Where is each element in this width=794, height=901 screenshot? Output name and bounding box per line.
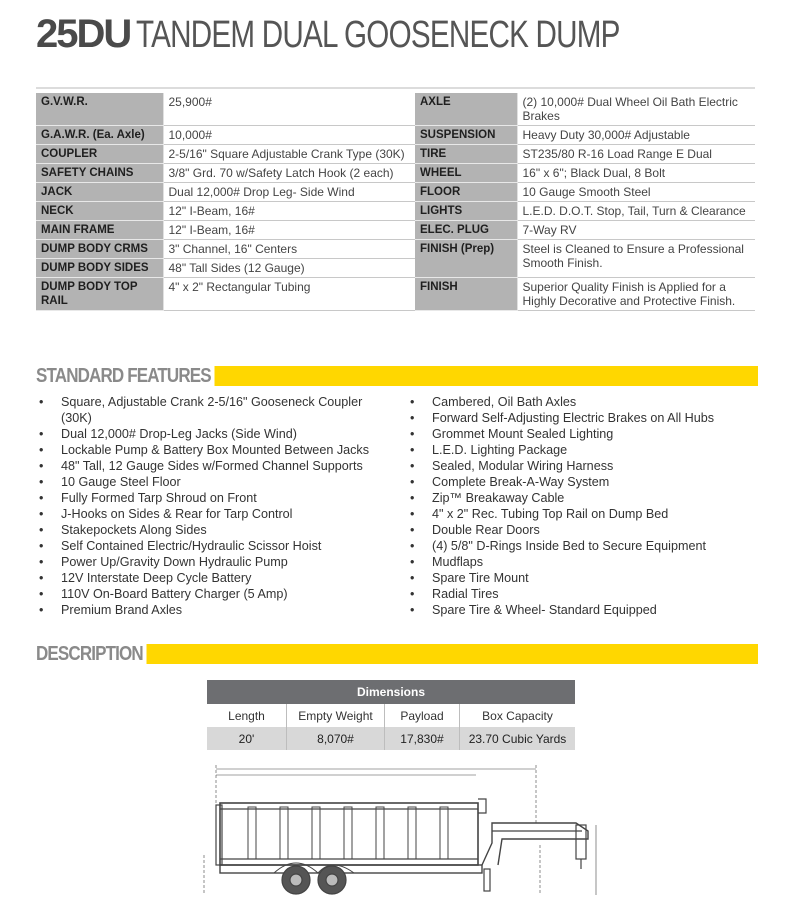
feature-item: • Zip™ Breakaway Cable (407, 490, 757, 506)
feature-item: • Cambered, Oil Bath Axles (407, 394, 757, 410)
spec-table (36, 93, 755, 311)
feature-item: • J-Hooks on Sides & Rear for Tarp Control (36, 506, 392, 522)
spec-label: FLOOR (415, 183, 517, 202)
feature-item: • (4) 5/8" D-Rings Inside Bed to Secure Equipment (407, 538, 757, 554)
feature-item: • 12V Interstate Deep Cycle Battery (36, 570, 392, 586)
section-heading: STANDARD FEATURES (36, 364, 214, 388)
feature-item: • Grommet Mount Sealed Lighting (407, 426, 757, 442)
feature-item: • Dual 12,000# Drop-Leg Jacks (Side Wind) (36, 426, 392, 442)
spec-label: LIGHTS (415, 202, 517, 221)
spec-label: NECK (36, 202, 163, 221)
spec-row (36, 183, 755, 202)
spec-value: 48" Tall Sides (12 Gauge) (163, 259, 415, 278)
feature-item: • Radial Tires (407, 586, 757, 602)
spec-label: MAIN FRAME (36, 221, 163, 240)
dimensions-table (207, 680, 575, 750)
feature-item: • Lockable Pump & Battery Box Mounted Between Jacks (36, 442, 392, 458)
spec-value: L.E.D. D.O.T. Stop, Tail, Turn & Clearance (517, 202, 755, 221)
spec-value: 7-Way RV (517, 221, 755, 240)
features-right (407, 394, 757, 618)
spec-value: Heavy Duty 30,000# Adjustable (517, 126, 755, 145)
accent-bar (140, 644, 758, 664)
feature-item: • Square, Adjustable Crank 2-5/16" Gooseneck Coupler (30K) (36, 394, 392, 426)
feature-item: • Fully Formed Tarp Shroud on Front (36, 490, 392, 506)
spec-row (36, 93, 755, 126)
feature-item: • Double Rear Doors (407, 522, 757, 538)
spec-row (36, 145, 755, 164)
spec-value: 10,000# (163, 126, 415, 145)
spec-label: DUMP BODY CRMS (36, 240, 163, 259)
spec-label: FINISH (Prep) (415, 240, 517, 278)
spec-value: (2) 10,000# Dual Wheel Oil Bath Electric Brakes (517, 93, 755, 126)
feature-item: • Sealed, Modular Wiring Harness (407, 458, 757, 474)
dimensions-title: Dimensions (207, 680, 575, 704)
description-header (36, 642, 758, 666)
spec-label: WHEEL (415, 164, 517, 183)
accent-bar (198, 366, 758, 386)
spec-row (36, 164, 755, 183)
dim-header-weight: Empty Weight (287, 704, 385, 727)
spec-label: JACK (36, 183, 163, 202)
feature-item: • Mudflaps (407, 554, 757, 570)
feature-item: • L.E.D. Lighting Package (407, 442, 757, 458)
feature-item: • Self Contained Electric/Hydraulic Scissor Hoist (36, 538, 392, 554)
dim-header-capacity: Box Capacity (460, 704, 576, 727)
spec-value: ST235/80 R-16 Load Range E Dual (517, 145, 755, 164)
spec-row (36, 240, 755, 259)
spec-label: FINISH (415, 278, 517, 311)
features-left (36, 394, 392, 618)
spec-label: G.A.W.R. (Ea. Axle) (36, 126, 163, 145)
feature-item: • Stakepockets Along Sides (36, 522, 392, 538)
dim-value-length: 20' (207, 727, 287, 750)
dim-header-length: Length (207, 704, 287, 727)
model-name: TANDEM DUAL GOOSENECK DUMP (136, 14, 620, 56)
spec-row (36, 221, 755, 240)
spec-value: 25,900# (163, 93, 415, 126)
spec-value: Steel is Cleaned to Ensure a Professional Smooth Finish. (517, 240, 755, 278)
spec-label: DUMP BODY SIDES (36, 259, 163, 278)
spec-value: 12" I-Beam, 16# (163, 221, 415, 240)
page-title (36, 10, 756, 58)
feature-item: • Forward Self-Adjusting Electric Brakes on All Hubs (407, 410, 757, 426)
spec-label: G.V.W.R. (36, 93, 163, 126)
spec-label: TIRE (415, 145, 517, 164)
spec-value: 3" Channel, 16" Centers (163, 240, 415, 259)
spec-value: 3/8" Grd. 70 w/Safety Latch Hook (2 each) (163, 164, 415, 183)
spec-value: 2-5/16" Square Adjustable Crank Type (30K) (163, 145, 415, 164)
spec-label: AXLE (415, 93, 517, 126)
feature-item: • 10 Gauge Steel Floor (36, 474, 392, 490)
model-number: 25DU (36, 12, 131, 56)
spec-label: COUPLER (36, 145, 163, 164)
feature-item: • Premium Brand Axles (36, 602, 392, 618)
dim-value-capacity: 23.70 Cubic Yards (460, 727, 576, 750)
standard-features-header (36, 364, 758, 388)
feature-item: • 4" x 2" Rec. Tubing Top Rail on Dump Bed (407, 506, 757, 522)
spec-value: 12" I-Beam, 16# (163, 202, 415, 221)
spec-value: 10 Gauge Smooth Steel (517, 183, 755, 202)
trailer-drawing (186, 765, 606, 901)
spec-row (36, 278, 755, 311)
spec-value: Dual 12,000# Drop Leg- Side Wind (163, 183, 415, 202)
spec-label: ELEC. PLUG (415, 221, 517, 240)
spec-label: DUMP BODY TOP RAIL (36, 278, 163, 311)
spec-value: 16" x 6"; Black Dual, 8 Bolt (517, 164, 755, 183)
spec-row (36, 126, 755, 145)
feature-item: • Spare Tire & Wheel- Standard Equipped (407, 602, 757, 618)
section-heading: DESCRIPTION (36, 642, 146, 666)
spec-label: SAFETY CHAINS (36, 164, 163, 183)
feature-item: • Complete Break-A-Way System (407, 474, 757, 490)
spec-value: 4" x 2" Rectangular Tubing (163, 278, 415, 311)
divider (36, 87, 755, 89)
spec-row (36, 202, 755, 221)
feature-item: • Power Up/Gravity Down Hydraulic Pump (36, 554, 392, 570)
feature-item: • Spare Tire Mount (407, 570, 757, 586)
feature-item: • 110V On-Board Battery Charger (5 Amp) (36, 586, 392, 602)
dim-header-payload: Payload (385, 704, 460, 727)
spec-label: SUSPENSION (415, 126, 517, 145)
dim-value-payload: 17,830# (385, 727, 460, 750)
spec-value: Superior Quality Finish is Applied for a Highly Decorative and Protective Finish. (517, 278, 755, 311)
dim-value-weight: 8,070# (287, 727, 385, 750)
feature-item: • 48" Tall, 12 Gauge Sides w/Formed Channel Supports (36, 458, 392, 474)
